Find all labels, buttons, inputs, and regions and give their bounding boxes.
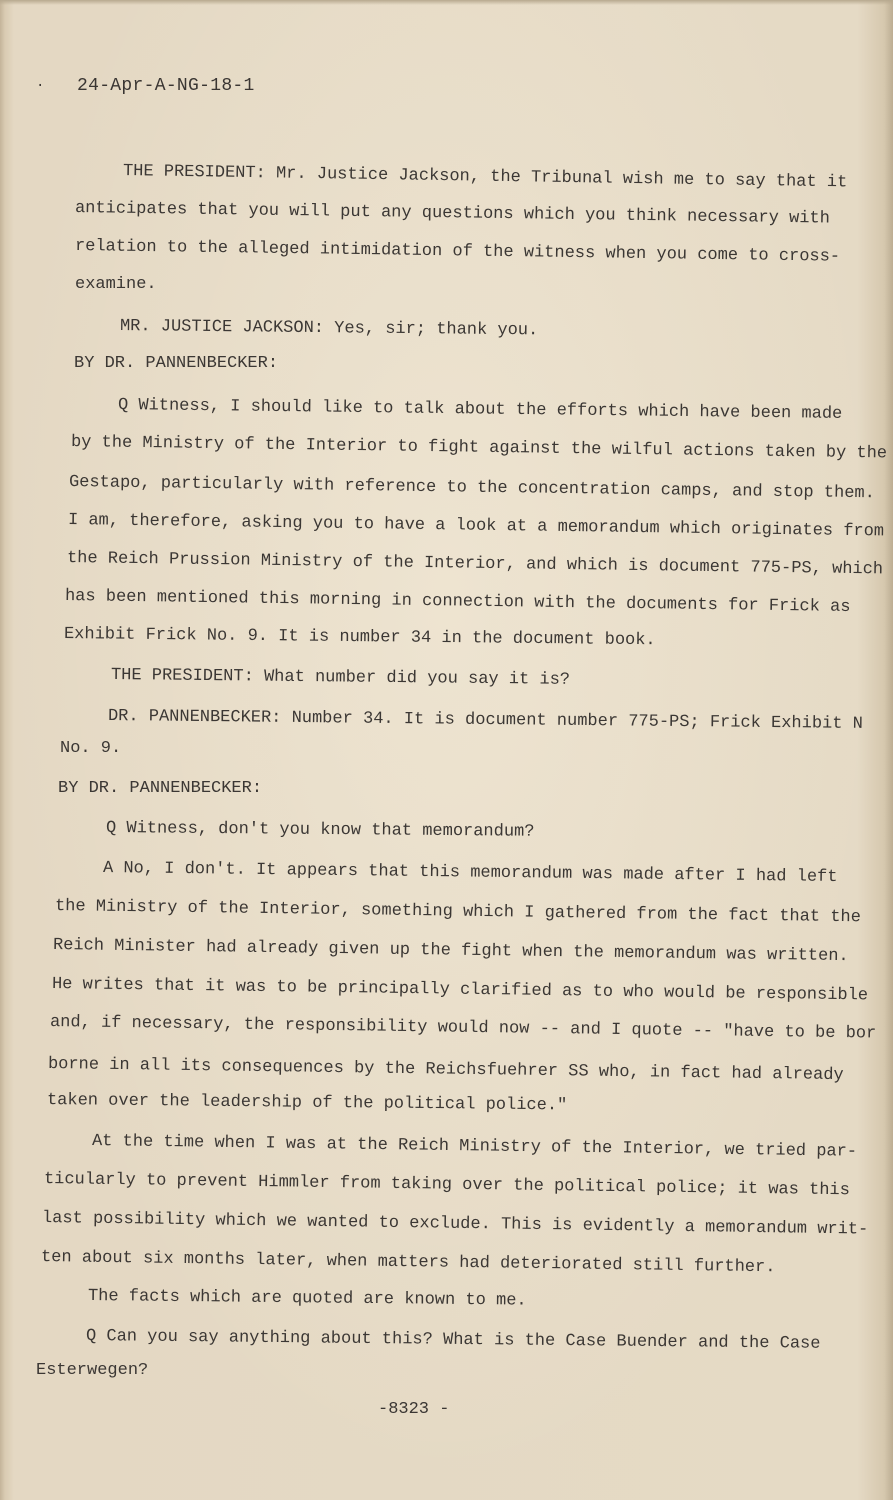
transcript-line: Exhibit Frick No. 9. It is number 34 in the document book.	[63, 625, 656, 651]
transcript-line: THE PRESIDENT: Mr. Justice Jackson, the Tribunal wish me to say that it	[122, 162, 848, 193]
transcript-line: BY DR. PANNENBECKER:	[74, 354, 279, 373]
transcript-line: The facts which are quoted are known to me.	[87, 1287, 527, 1311]
transcript-line: BY DR. PANNENBECKER:	[58, 779, 263, 798]
transcript-line: the Ministry of the Interior, something which I gathered from the fact that the	[54, 897, 861, 928]
transcript-line: the Reich Prussion Ministry of the Interior, and which is document 775-PS, which	[66, 549, 884, 580]
paper-edge	[0, 0, 893, 5]
transcript-line: Gestapo, particularly with reference to the concentration camps, and stop them.	[68, 473, 875, 504]
transcript-line: borne in all its consequences by the Reichsfuehrer SS who, in fact had already	[47, 1055, 844, 1086]
transcript-line: and, if necessary, the responsibility would now -- and I quote -- "have to be bor	[49, 1013, 877, 1044]
page-number: -8323 -	[378, 1400, 450, 1419]
transcript-line: Reich Minister had already given up the fight when the memorandum was written.	[52, 936, 849, 967]
transcript-line: Q Witness, don't you know that memorandum?	[105, 819, 535, 842]
transcript-line: At the time when I was at the Reich Ministry of the Interior, we tried par-	[91, 1132, 858, 1162]
transcript-line: THE PRESIDENT: What number did you say it is?	[110, 666, 571, 690]
transcript-line: by the Ministry of the Interior to fight against the wilful actions taken by the	[70, 433, 888, 464]
transcript-line: Esterwegen?	[36, 1361, 149, 1380]
transcript-line: A No, I don't. It appears that this memorandum was made after I had left	[102, 859, 838, 887]
transcript-line: No. 9.	[60, 739, 122, 758]
transcript-line: anticipates that you will put any questions which you think necessary with	[74, 199, 830, 229]
transcript-line: MR. JUSTICE JACKSON: Yes, sir; thank you.	[119, 317, 539, 341]
transcript-line: relation to the alleged intimidation of the witness when you come to cross-	[74, 237, 841, 267]
transcript-line: ten about six months later, when matters had deteriorated still further.	[40, 1248, 776, 1278]
transcript-line: last possibility which we wanted to exclude. This is evidently a memorandum writ-	[41, 1209, 869, 1240]
transcript-line: DR. PANNENBECKER: Number 34. It is document number 775-PS; Frick Exhibit N	[107, 707, 863, 734]
transcript-line: Q Can you say anything about this? What is the Case Buender and the Case	[85, 1327, 821, 1354]
transcript-line: taken over the leadership of the political police."	[46, 1091, 568, 1116]
document-header-id: 24-Apr-A-NG-18-1	[77, 76, 255, 96]
margin-dot: ·	[36, 78, 45, 94]
transcript-line: has been mentioned this morning in connection with the documents for Frick as	[64, 587, 851, 617]
transcript-line: examine.	[75, 275, 157, 294]
transcript-line: ticularly to prevent Himmler from taking over the political police; it was this	[43, 1170, 850, 1201]
transcript-line: I am, therefore, asking you to have a look at a memorandum which originates from	[67, 511, 885, 542]
transcript-line: Q Witness, I should like to talk about the efforts which have been made	[117, 396, 843, 424]
transcript-line: He writes that it was to be principally clarified as to who would be responsible	[51, 975, 869, 1006]
